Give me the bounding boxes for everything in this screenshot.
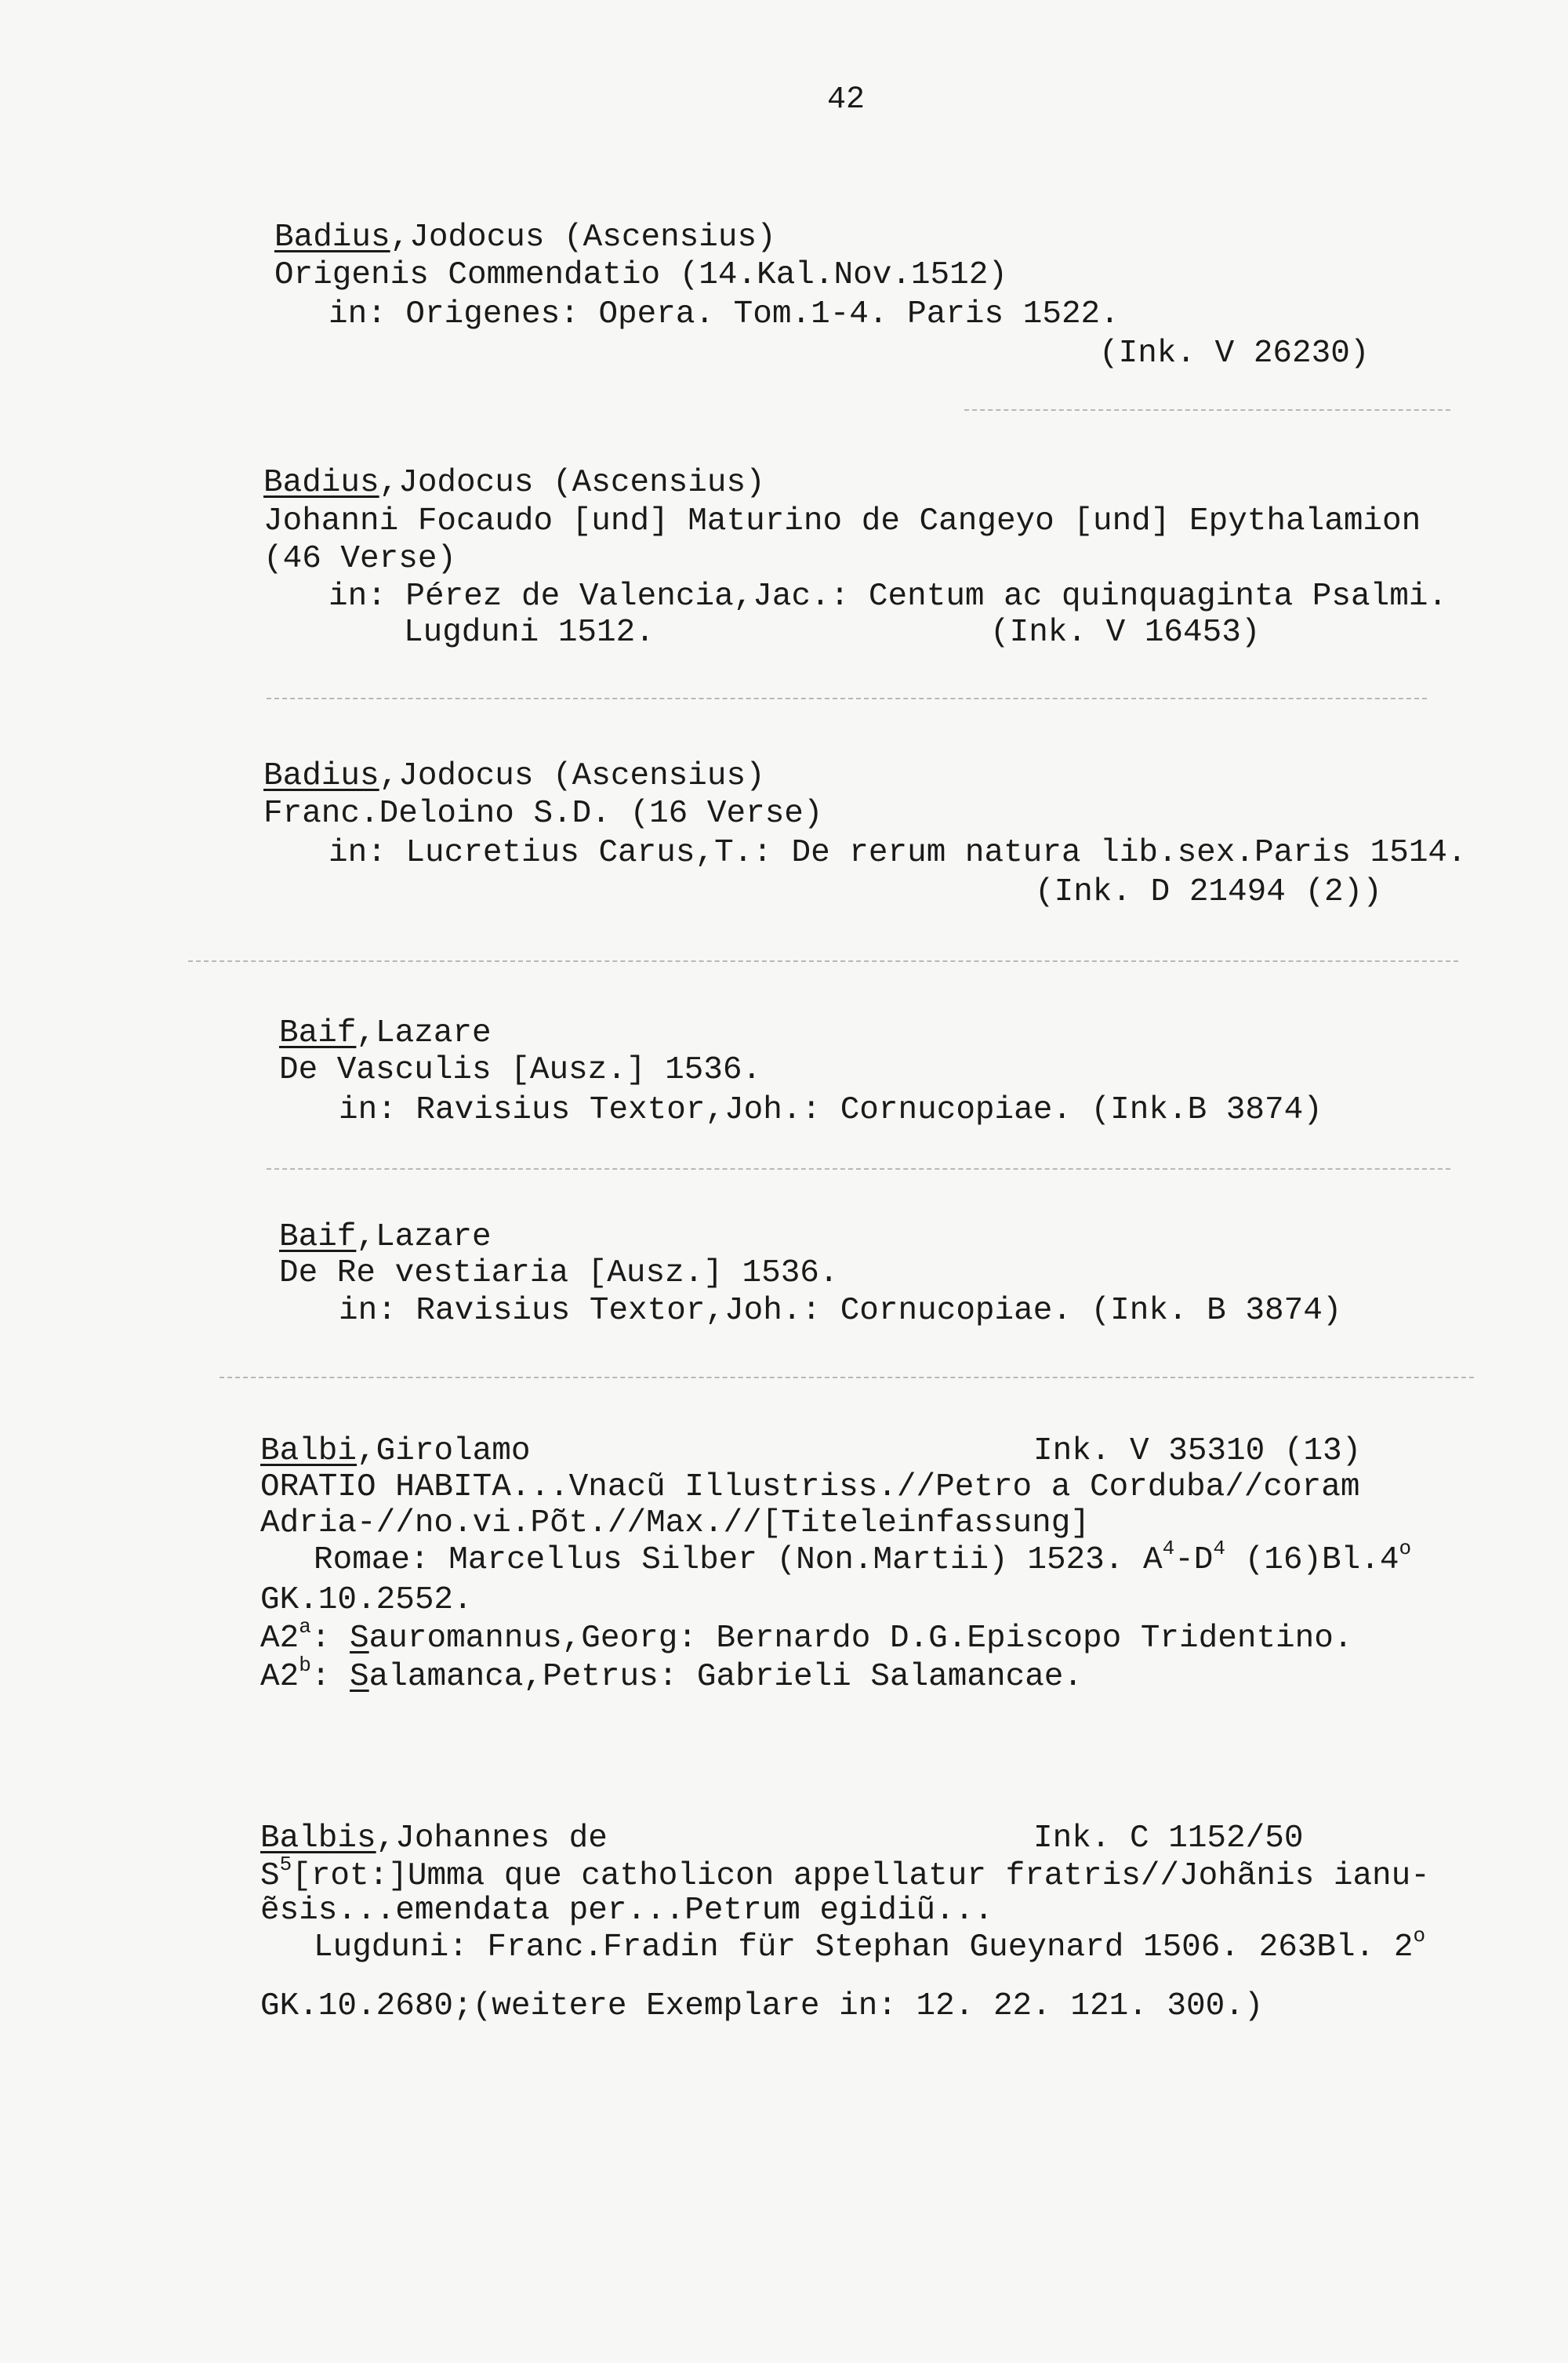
initial-sup: 5 (279, 1853, 292, 1876)
entry-source: in: Origenes: Opera. Tom.1-4. Paris 1522. (328, 296, 1120, 332)
author-forename: ,Johannes de (376, 1820, 608, 1857)
entry-title (260, 1853, 1430, 1894)
entry-imprint: Lugduni 1512. (404, 615, 655, 651)
author-surname: Badius (263, 465, 379, 501)
entry-heading (279, 1015, 492, 1051)
entry-imprint (314, 1924, 1426, 1966)
author-forename: ,Lazare (356, 1219, 492, 1255)
entry-shelfmark: (Ink. V 16453) (990, 615, 1261, 651)
entry-shelfmark: (Ink. D 21494 (2)) (1035, 874, 1382, 910)
collation-text: -D (1174, 1542, 1214, 1578)
author-surname: Baif (279, 1015, 357, 1051)
entry-title: De Vasculis [Ausz.] 1536. (279, 1052, 762, 1088)
entry-content-note (260, 1615, 1353, 1657)
format-sup: o (1399, 1537, 1412, 1560)
divider (267, 698, 1427, 699)
entry-title-cont: ẽsis...emendata per...Petrum egidiũ... (260, 1893, 993, 1929)
entry-heading (279, 1221, 492, 1254)
entry-heading (263, 467, 765, 499)
author-forename: ,Jodocus (Ascensius) (379, 758, 765, 794)
divider (964, 409, 1450, 411)
entry-title-cont: (46 Verse) (263, 541, 457, 577)
imprint-text: Lugduni: Franc.Fradin für Stephan Gueynard 1506. 263Bl. 2 (314, 1929, 1414, 1966)
entry-title: Johanni Focaudo [und] Maturino de Cangeyo [und] Epythalamion (263, 503, 1421, 539)
divider (188, 960, 1458, 962)
entry-title-cont: Adria-//no.vi.Põt.//Max.//[Titeleinfassung] (260, 1505, 1090, 1541)
note-text: alamanca,Petrus: Gabrieli Salamancae. (368, 1659, 1083, 1695)
sep: : (310, 1659, 350, 1695)
entry-heading (263, 760, 765, 793)
entry-title: ORATIO HABITA...Vnacũ Illustriss.//Petro a Corduba//coram (260, 1469, 1360, 1505)
entry-content-note (260, 1653, 1083, 1695)
divider (220, 1377, 1474, 1378)
entry-heading (274, 222, 776, 254)
author-surname: Badius (263, 758, 379, 794)
entry-title: De Re vestiaria [Ausz.] 1536. (279, 1255, 839, 1291)
collation-sup: 4 (1213, 1537, 1226, 1560)
entry-gk-ref: GK.10.2680;(weitere Exemplare in: 12. 22. 121. 300.) (260, 1988, 1264, 2024)
author-forename: ,Jodocus (Ascensius) (390, 220, 776, 256)
entry-shelfmark: (Ink. V 26230) (1099, 336, 1370, 372)
title-text: [rot:]Umma que catholicon appellatur fratris//Johãnis ianu- (292, 1858, 1430, 1894)
author-surname: Badius (274, 220, 390, 256)
collation-sup: 4 (1162, 1537, 1175, 1560)
author-forename: ,Lazare (356, 1015, 492, 1051)
page-number: 42 (827, 82, 866, 118)
divider (267, 1168, 1450, 1170)
format-text: (16)Bl.4 (1225, 1542, 1399, 1578)
format-sup: o (1413, 1924, 1426, 1947)
leaf-ref: A2 (260, 1659, 299, 1695)
entry-title: Origenis Commendatio (14.Kal.Nov.1512) (274, 257, 1007, 293)
entry-source: in: Pérez de Valencia,Jac.: Centum ac quinquaginta Psalmi. (328, 579, 1448, 615)
initial: S (350, 1621, 369, 1657)
note-text: auromannus,Georg: Bernardo D.G.Episcopo Tridentino. (368, 1621, 1353, 1657)
author-surname: Balbi (260, 1433, 358, 1469)
leaf-sup: b (299, 1653, 311, 1677)
entry-gk-ref: GK.10.2552. (260, 1582, 473, 1618)
entry-source: in: Ravisius Textor,Joh.: Cornucopiae. (Ink. B 3874) (339, 1293, 1342, 1329)
imprint-text: Romae: Marcellus Silber (Non.Martii) 1523. A (314, 1542, 1163, 1578)
entry-source: in: Lucretius Carus,T.: De rerum natura lib.sex.Paris 1514. (328, 835, 1467, 871)
entry-source: in: Ravisius Textor,Joh.: Cornucopiae. (Ink.B 3874) (339, 1092, 1323, 1128)
entry-shelfmark: Ink. V 35310 (13) (1033, 1433, 1362, 1469)
initial: S (350, 1659, 369, 1695)
entry-heading (260, 1433, 531, 1469)
entry-title: Franc.Deloino S.D. (16 Verse) (263, 796, 823, 832)
author-surname: Balbis (260, 1820, 376, 1857)
leaf-ref: A2 (260, 1621, 299, 1657)
entry-imprint (314, 1537, 1412, 1578)
author-surname: Baif (279, 1219, 357, 1255)
sep: : (310, 1621, 350, 1657)
initial: S (260, 1858, 280, 1894)
entry-heading (260, 1820, 608, 1857)
author-forename: ,Jodocus (Ascensius) (379, 465, 765, 501)
leaf-sup: a (299, 1615, 311, 1639)
entry-shelfmark: Ink. C 1152/50 (1033, 1820, 1304, 1857)
author-forename: ,Girolamo (357, 1433, 531, 1469)
